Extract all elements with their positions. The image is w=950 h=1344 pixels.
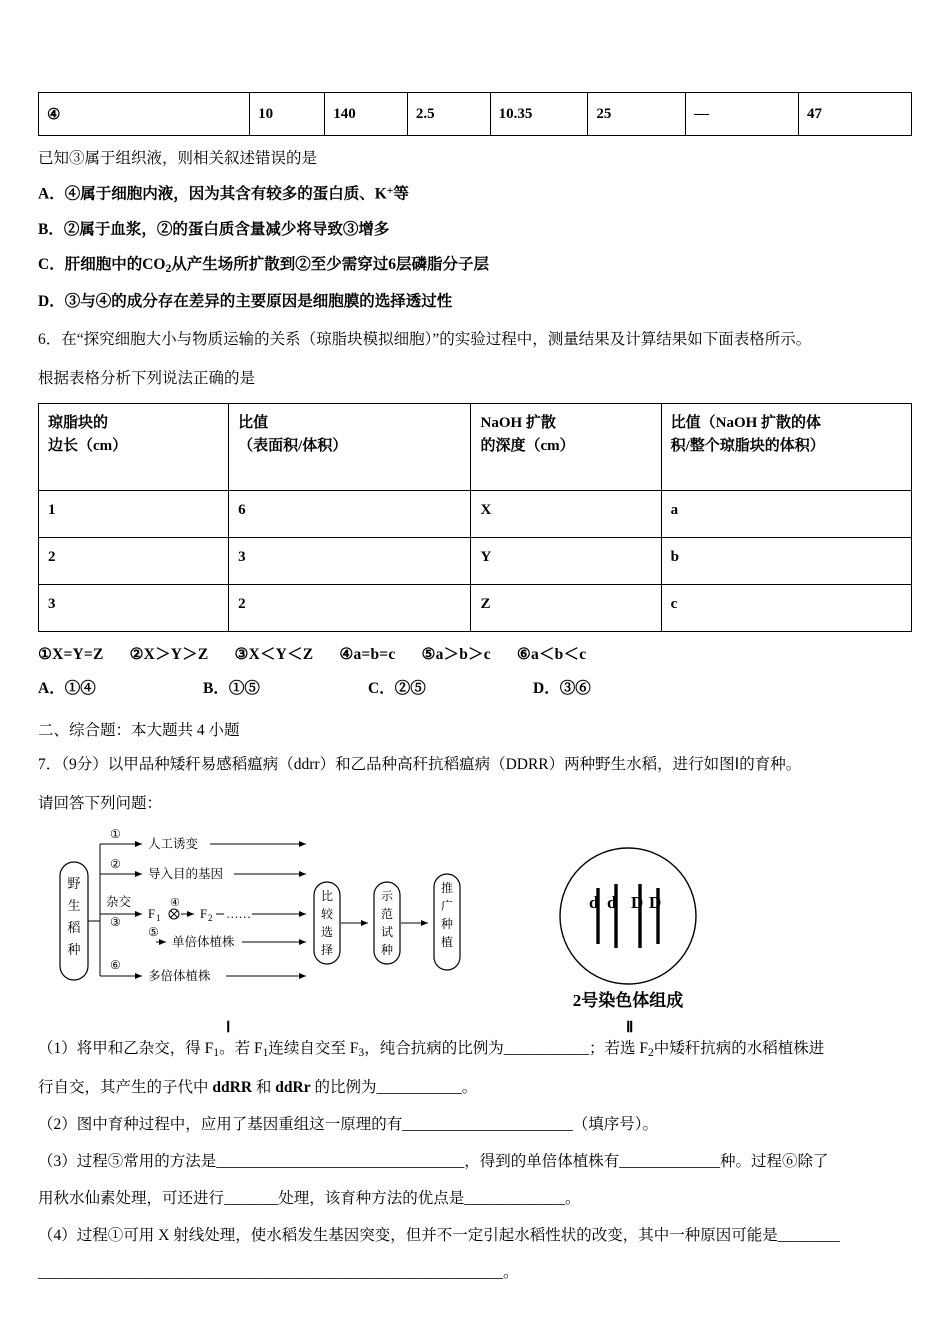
chromosome-caption: 2号染色体组成 [572, 991, 684, 1011]
table-row [39, 537, 912, 584]
svg-text:⑤: ⑤ [148, 925, 159, 940]
cell-3: 2.5 [407, 93, 490, 136]
q7-sub-3b: 用秋水仙素处理，可还进行_______处理，该育种方法的优点是_____________。 [38, 1190, 581, 1208]
cell-0: ④ [39, 93, 250, 136]
col-header-3: 比值（NaOH 扩散的体 积/整个琼脂块的体积） [661, 403, 911, 490]
q6-answer-row [38, 676, 912, 698]
q6-stem-line2: 根据表格分析下列说法正确的是 [38, 369, 256, 387]
q5-option-d: D．③与④的成分存在差异的主要原因是细胞膜的选择透过性 [38, 292, 453, 310]
q7-sub-3a: （3）过程⑤常用的方法是________________________________，得到的单倍体植株有_____________种。过程⑥除了 [38, 1153, 829, 1171]
q7-sub-2: （2）图中育种过程中，应用了基因重组这一原理的有______________________（填序号）。 [38, 1116, 659, 1134]
svg-text:导入目的基因: 导入目的基因 [148, 867, 224, 882]
statement-5: ⑤a＞b＞c [421, 645, 491, 663]
cell-2: 140 [325, 93, 408, 136]
q7-sub-4a: （4）过程①可用 X 射线处理，使水稻发生基因突变，但并不一定引起水稻性状的改变，其中一种原因可能是________ [38, 1227, 840, 1245]
svg-text:F: F [200, 907, 207, 922]
page-content [38, 92, 912, 1286]
figure-caption-right: Ⅱ [626, 1020, 634, 1037]
table-row [39, 93, 912, 136]
breeding-diagram-svg [38, 826, 912, 1011]
q6-answer-d: D．③⑥ [533, 679, 591, 697]
cell-r1c3: b [661, 537, 911, 584]
svg-text:广: 广 [440, 899, 454, 914]
svg-text:2: 2 [208, 913, 213, 924]
statement-2: ②X＞Y＞Z [129, 645, 209, 663]
q7-sub-1b: 行自交，其产生的子代中 ddRR 和 ddRr 的比例为___________。 [38, 1078, 478, 1096]
svg-text:择: 择 [320, 943, 334, 958]
svg-text:②: ② [110, 857, 121, 872]
figure-captions [38, 1018, 912, 1038]
svg-text:F: F [148, 907, 155, 922]
svg-text:示: 示 [380, 889, 394, 904]
svg-text:1: 1 [156, 913, 161, 924]
q5-option-c: C．肝细胞中的$CO_2$从产生场所扩散到②至少需穿过6层磷脂分子层 [38, 256, 490, 276]
svg-text:d: d [607, 893, 617, 913]
q5-option-b: B．②属于血浆，②的蛋白质含量减少将导致③增多 [38, 220, 390, 238]
statement-6: ⑥a＜b＜c [516, 645, 587, 663]
top-partial-table [38, 92, 912, 136]
statement-1: ①X=Y=Z [38, 645, 104, 663]
svg-text:单倍体植株: 单倍体植株 [172, 935, 235, 950]
svg-text:人工诱变: 人工诱变 [148, 837, 199, 852]
cell-r2c1: 2 [229, 584, 471, 631]
q6-statements [38, 642, 912, 664]
svg-text:d: d [589, 893, 599, 913]
table-row [39, 490, 912, 537]
cell-r1c2: Y [471, 537, 661, 584]
q7-stem-line2: 请回答下列问题： [38, 795, 163, 813]
cell-r0c1: 6 [229, 490, 471, 537]
svg-text:种: 种 [440, 917, 454, 932]
q6-answer-c: C．②⑤ [368, 679, 426, 697]
svg-text:范: 范 [380, 907, 394, 922]
col-header-2: NaOH 扩散 的深度（cm） [471, 403, 661, 490]
svg-text:D: D [649, 893, 662, 913]
cell-r2c2: Z [471, 584, 661, 631]
cell-r0c0: 1 [39, 490, 229, 537]
cell-6: — [686, 93, 799, 136]
cell-5: 25 [588, 93, 686, 136]
q5-stem: 已知③属于组织液，则相关叙述错误的是 [38, 150, 318, 167]
svg-text:杂交: 杂交 [106, 895, 132, 910]
cell-r2c3: c [661, 584, 911, 631]
svg-text:多倍体植株: 多倍体植株 [148, 969, 211, 984]
svg-text:④: ④ [170, 897, 180, 910]
figure-caption-left: Ⅰ [226, 1020, 231, 1037]
q5-option-a: A．④属于细胞内液，因为其含有较多的蛋白质、K+等 [38, 184, 409, 203]
statement-4: ④a=b=c [339, 645, 396, 663]
svg-text:较: 较 [320, 907, 334, 922]
svg-text:D: D [631, 893, 644, 913]
statement-3: ③X＜Y＜Z [234, 645, 314, 663]
cell-r1c1: 3 [229, 537, 471, 584]
q6-stem-line1: 6．在“探究细胞大小与物质运输的关系（琼脂块模拟细胞）”的实验过程中，测量结果及计算结果如下面表格所示。 [38, 330, 812, 348]
svg-text:①: ① [110, 827, 121, 842]
svg-text:……: …… [226, 907, 251, 922]
table-header-row [39, 403, 912, 490]
q7-sub-4b: ____________________________________________________________。 [38, 1264, 519, 1282]
svg-text:植: 植 [440, 935, 454, 950]
q7-stem-line1: 7．（9分）以甲品种矮秆易感稻瘟病（ddrr）和乙品种高秆抗稻瘟病（DDRR）两种野生水稻，进行如图Ⅰ的育种。 [38, 755, 802, 773]
col-header-1: 比值 （表面积/体积） [229, 403, 471, 490]
col-header-0: 琼脂块的 边长（cm） [39, 403, 229, 490]
table-row [39, 584, 912, 631]
q7-figure [38, 826, 912, 1037]
svg-text:野: 野 [67, 876, 81, 892]
q6-table [38, 403, 912, 632]
svg-text:③: ③ [110, 915, 121, 930]
svg-text:生: 生 [67, 898, 81, 914]
cell-7: 47 [799, 93, 912, 136]
svg-text:种: 种 [380, 943, 394, 958]
svg-text:选: 选 [320, 925, 334, 940]
svg-text:种: 种 [67, 942, 81, 958]
svg-text:⑥: ⑥ [110, 958, 121, 973]
cell-r0c2: X [471, 490, 661, 537]
svg-text:试: 试 [380, 925, 394, 940]
cell-4: 10.35 [490, 93, 588, 136]
cell-r2c0: 3 [39, 584, 229, 631]
q6-answer-a: A．①④ [38, 679, 96, 697]
cell-r1c0: 2 [39, 537, 229, 584]
svg-text:比: 比 [320, 889, 334, 904]
q7-sub-1a: （1）将甲和乙杂交，得 $F_1$。若 $F_1$连续自交至 $F_3$，纯合抗病的比例为___________；若选 $F_2$中矮秆抗病的水稻植株进 [38, 1040, 825, 1060]
cell-r0c3: a [661, 490, 911, 537]
q6-answer-b: B．①⑤ [203, 679, 260, 697]
svg-text:稻: 稻 [67, 920, 81, 936]
svg-text:推: 推 [440, 881, 454, 896]
cell-1: 10 [250, 93, 325, 136]
section-2-title: 二、综合题：本大题共 4 小题 [38, 721, 240, 739]
